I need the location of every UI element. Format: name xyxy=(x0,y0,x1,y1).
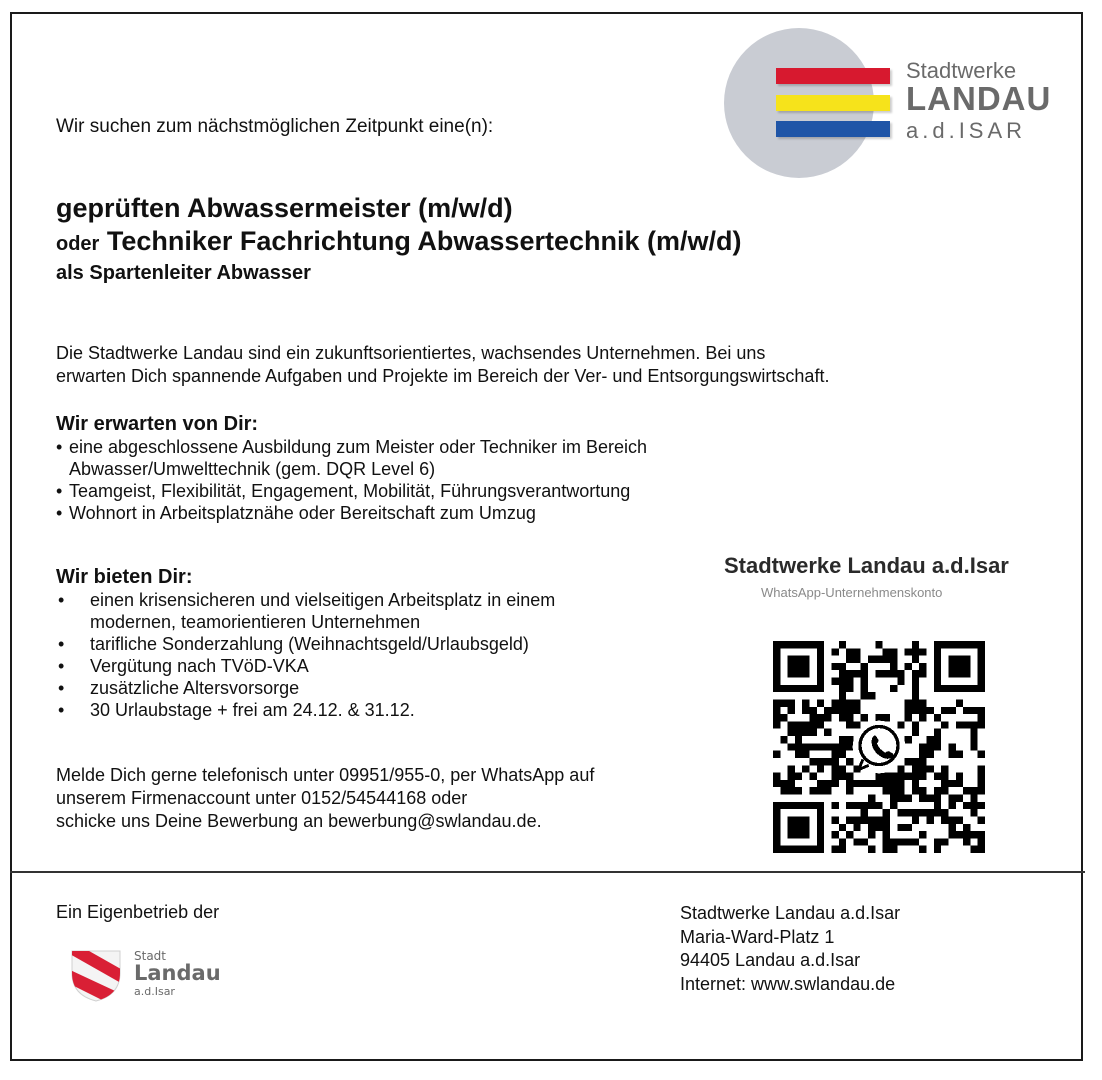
contact-info xyxy=(56,764,594,833)
company-address xyxy=(680,902,900,996)
footer-divider xyxy=(10,871,1085,873)
whatsapp-account-subtitle: WhatsApp-Unternehmenskonto xyxy=(761,585,943,600)
offer-text: zusätzliche Altersvorsorge xyxy=(90,678,300,698)
bullet: • xyxy=(58,656,65,676)
whatsapp-account-name: Stadtwerke Landau a.d.Isar xyxy=(724,553,1009,578)
offer-text: einen krisensicheren und vielseitigen Arbeitsplatz in einem xyxy=(90,590,556,610)
contact-line-email: schicke uns Deine Bewerbung an bewerbung@swlandau.de. xyxy=(56,811,542,831)
offers-heading: Wir bieten Dir: xyxy=(56,566,193,588)
logo-yellow-bar xyxy=(776,95,890,111)
job-title-role: als Spartenleiter Abwasser xyxy=(56,262,311,284)
offer-text: Vergütung nach TVöD-VKA xyxy=(90,656,309,676)
requirement-text: Abwasser/Umwelttechnik (gem. DQR Level 6) xyxy=(69,459,436,479)
offers-list xyxy=(56,589,555,721)
bullet: • xyxy=(58,678,65,698)
requirement-item xyxy=(56,436,647,480)
address-website[interactable]: Internet: www.swlandau.de xyxy=(680,973,896,994)
offer-text: 30 Urlaubstage + frei am 24.12. & 31.12. xyxy=(90,700,415,720)
logo-red-bar xyxy=(776,68,890,84)
logo-blue-bar xyxy=(776,121,890,137)
offer-text: tarifliche Sonderzahlung (Weihnachtsgeld/Urlaubsgeld) xyxy=(90,634,529,654)
stadt-logo-text: a.d.Isar xyxy=(134,985,175,998)
whatsapp-icon xyxy=(853,721,906,774)
job-title-technician: Techniker Fachrichtung Abwassertechnik (m/w/d) xyxy=(106,226,742,256)
logo-text-stadtwerke: Stadtwerke xyxy=(906,58,1017,83)
offer-item xyxy=(56,699,555,721)
address-street: Maria-Ward-Platz 1 xyxy=(680,926,835,947)
contact-line-whatsapp: unserem Firmenaccount unter 0152/54544168 oder xyxy=(56,788,468,808)
description-line: Die Stadtwerke Landau sind ein zukunftsorientiertes, wachsendes Unternehmen. Bei uns xyxy=(56,343,766,363)
bullet: • xyxy=(56,503,63,523)
stadt-logo-text: Stadt xyxy=(134,949,166,963)
job-title-primary: geprüften Abwassermeister (m/w/d) xyxy=(56,193,513,223)
requirement-item xyxy=(56,480,647,502)
intro-text: Wir suchen zum nächstmöglichen Zeitpunkt eine(n): xyxy=(56,116,494,137)
address-company: Stadtwerke Landau a.d.Isar xyxy=(680,903,901,923)
offer-item xyxy=(56,633,555,655)
coat-of-arms-icon xyxy=(68,947,124,1003)
stadt-landau-logo xyxy=(68,943,238,1009)
requirement-text: Wohnort in Arbeitsplatznähe oder Bereitschaft zum Umzug xyxy=(69,503,536,523)
bullet: • xyxy=(58,700,65,720)
contact-line-phone: Melde Dich gerne telefonisch unter 09951/955-0, per WhatsApp auf xyxy=(56,765,595,785)
job-title-alternative xyxy=(56,226,742,257)
offer-text: modernen, teamorientieren Unternehmen xyxy=(90,612,421,632)
offer-item xyxy=(56,655,555,677)
requirements-list xyxy=(56,436,647,524)
description-line: erwarten Dich spannende Aufgaben und Projekte im Bereich der Ver- und Entsorgungswirtschaft. xyxy=(56,366,830,386)
stadt-logo-text: Landau xyxy=(134,961,221,985)
logo-text-isar: a.d.ISAR xyxy=(906,118,1027,143)
bullet: • xyxy=(58,590,65,610)
address-city: 94405 Landau a.d.Isar xyxy=(680,950,861,970)
requirements-section xyxy=(56,413,647,524)
offer-item xyxy=(56,677,555,699)
bullet: • xyxy=(56,437,63,457)
requirements-heading: Wir erwarten von Dir: xyxy=(56,413,259,435)
bullet: • xyxy=(58,634,65,654)
owner-label: Ein Eigenbetrieb der xyxy=(56,902,220,922)
requirement-text: Teamgeist, Flexibilität, Engagement, Mobilität, Führungsverantwortung xyxy=(69,481,631,501)
job-title-or: oder xyxy=(56,233,100,255)
bullet: • xyxy=(56,481,63,501)
offers-section xyxy=(56,566,555,721)
requirement-text: eine abgeschlossene Ausbildung zum Meister oder Techniker im Bereich xyxy=(69,437,647,457)
offer-item xyxy=(56,589,555,633)
company-description xyxy=(56,342,829,388)
whatsapp-qr-code[interactable] xyxy=(773,641,985,853)
logo-text-landau: LANDAU xyxy=(906,80,1052,117)
requirement-item xyxy=(56,502,647,524)
stadtwerke-logo xyxy=(722,28,1052,180)
